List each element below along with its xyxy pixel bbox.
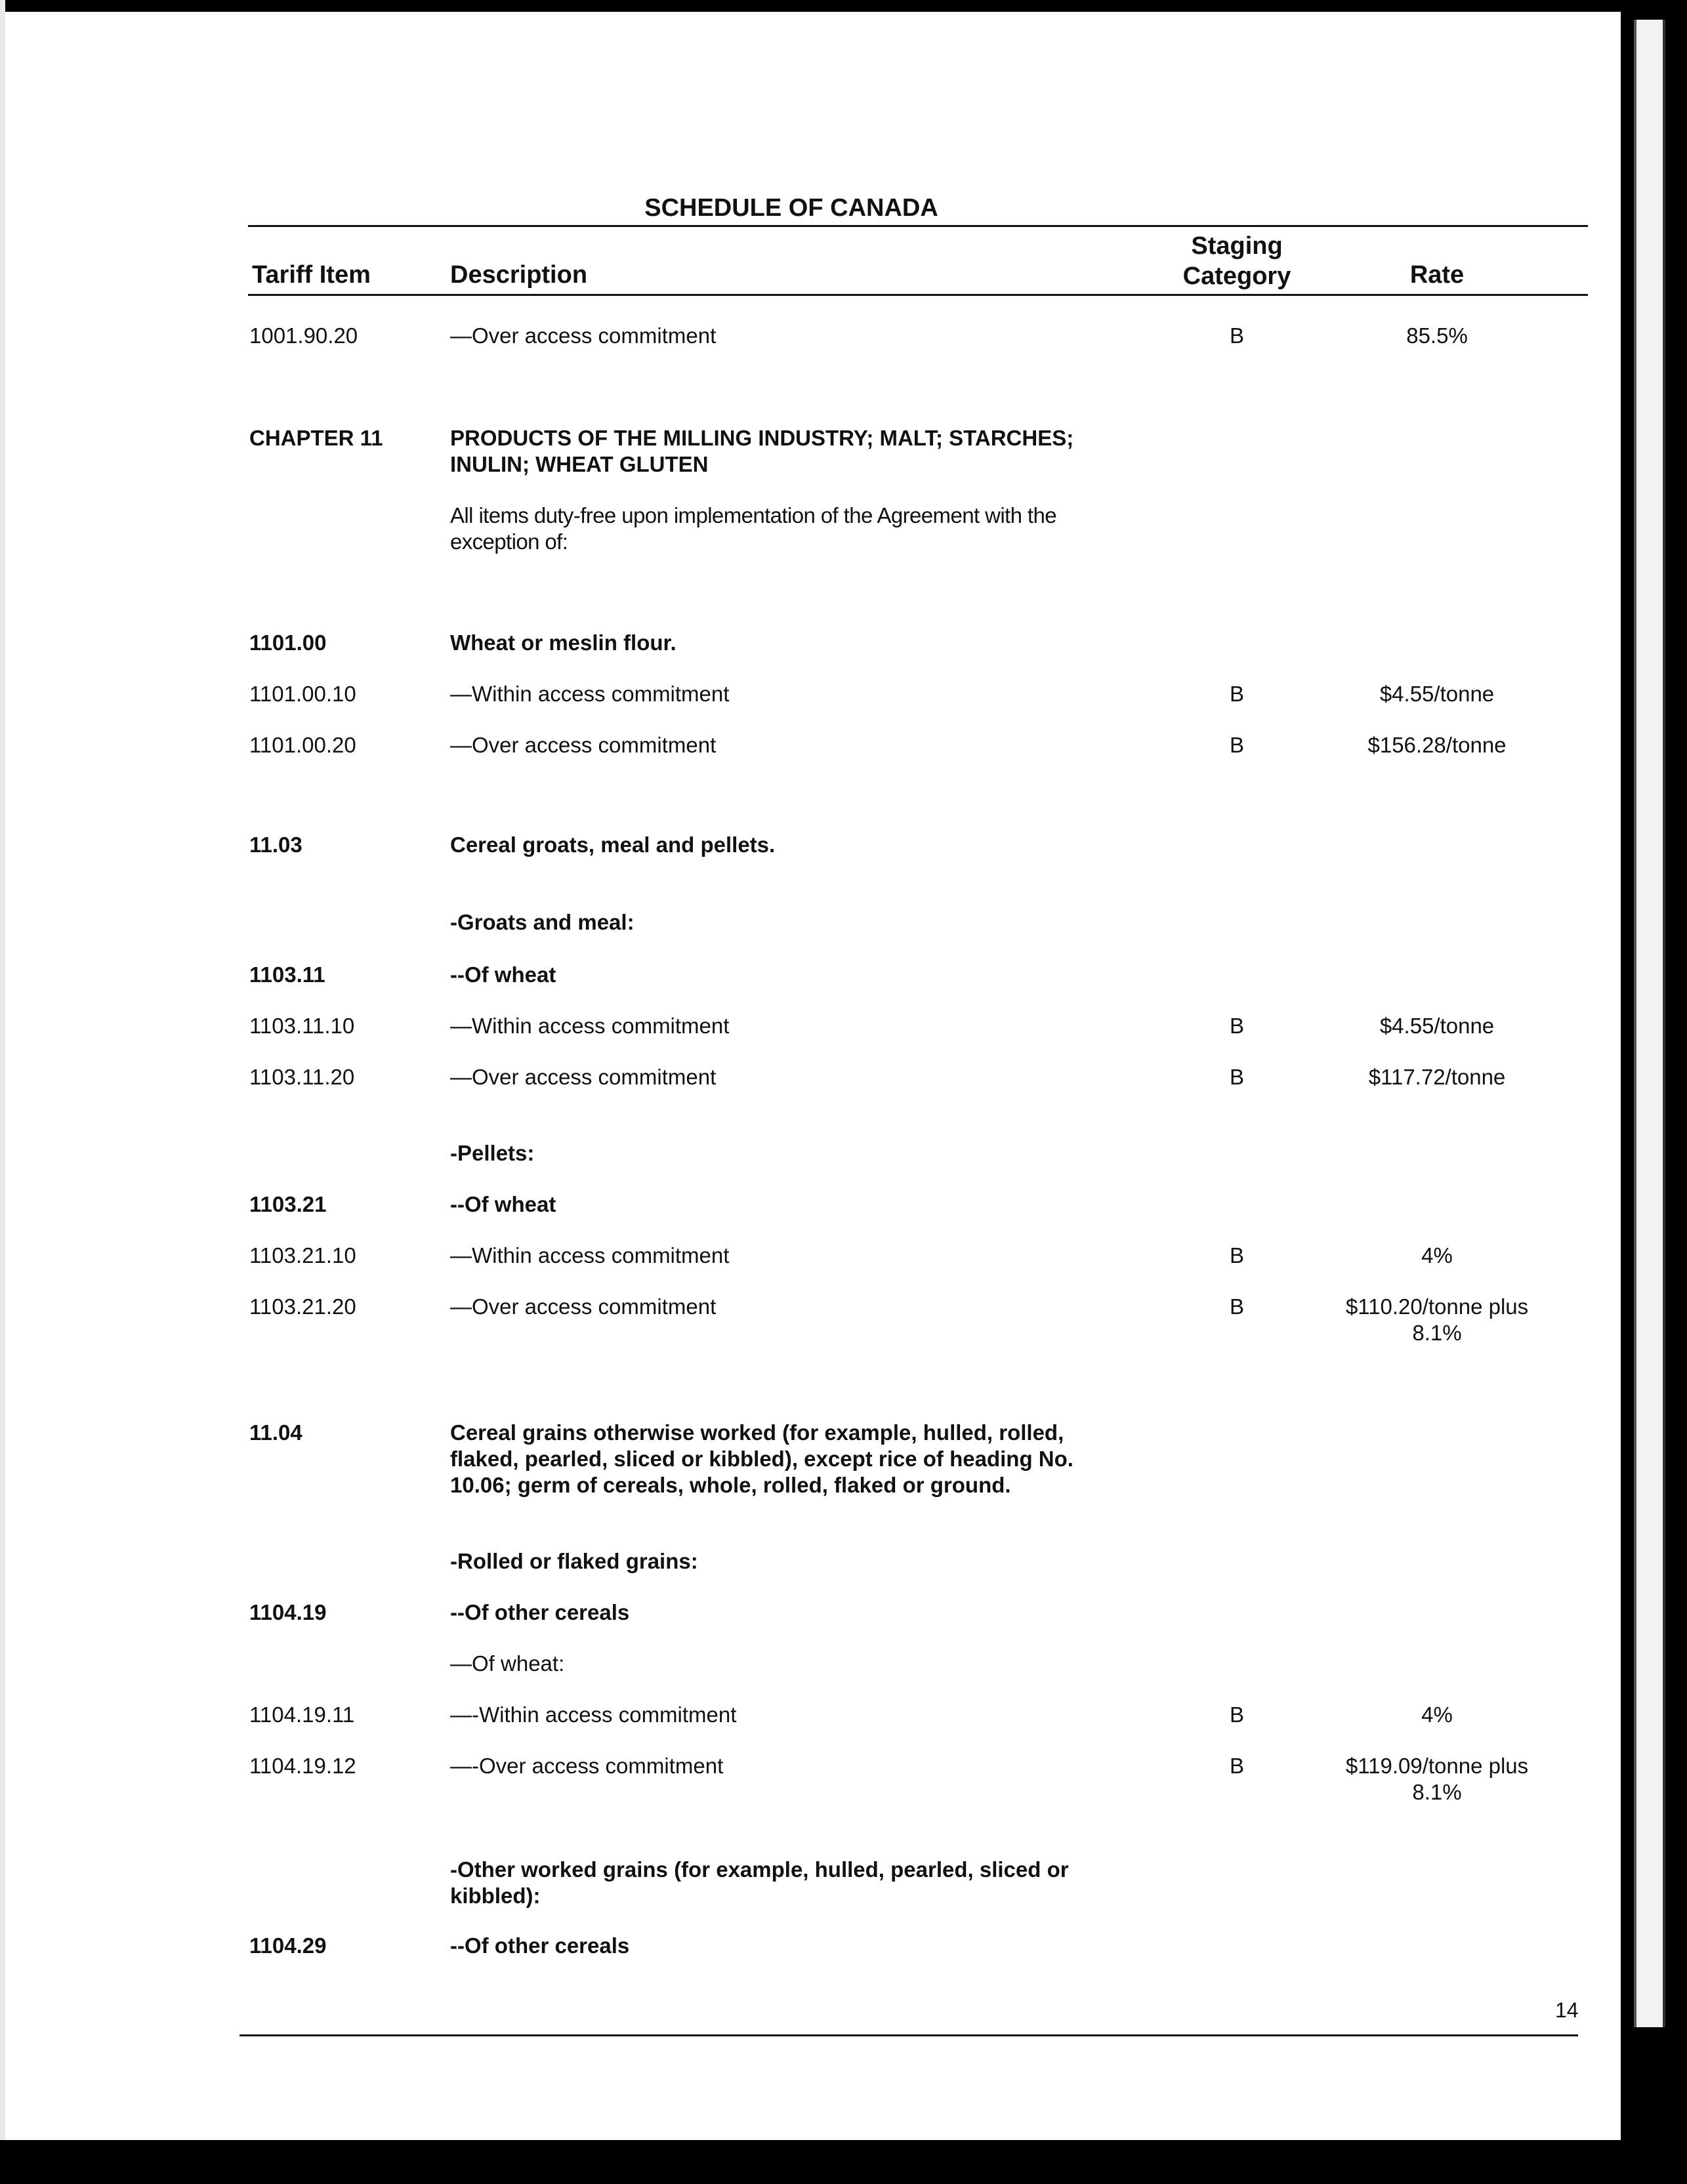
tariff-item: 1103.21.20 (249, 1294, 356, 1319)
tariff-item: 1104.19.12 (249, 1754, 356, 1778)
scan-edge-bottom (0, 2140, 1687, 2184)
tariff-item: 1103.11 (249, 962, 325, 987)
tariff-item: 1101.00 (249, 630, 327, 655)
rate-line1: 4% (1421, 1243, 1453, 1267)
scan-edge-top (0, 0, 1687, 12)
page-number: 14 (1555, 1998, 1579, 2022)
description: Cereal grains otherwise worked (for example, hulled, rolled, flaked, pearled, sliced or kibbled), except rice of heading No. 10.06; germ of cereals, whole, rolled, flaked or ground. (450, 1420, 1073, 1497)
rate-line1: $119.09/tonne plus (1345, 1754, 1529, 1778)
description: -Pellets: (450, 1141, 535, 1165)
tariff-item: 11.04 (249, 1420, 302, 1445)
rate-line1: $4.55/tonne (1379, 682, 1495, 706)
tariff-item: 1103.11.10 (249, 1014, 355, 1038)
description: -Rolled or flaked grains: (450, 1549, 698, 1573)
header-staging-line2: Category (1182, 262, 1291, 290)
description: All items duty-free upon implementation of the Agreement with the exception of: (450, 503, 1057, 554)
description: PRODUCTS OF THE MILLING INDUSTRY; MALT; STARCHES; INULIN; WHEAT GLUTEN (450, 426, 1074, 476)
tariff-item: 1103.21 (249, 1192, 327, 1216)
description: Cereal groats, meal and pellets. (450, 833, 776, 857)
tariff-item: 1101.00.10 (249, 682, 356, 706)
header-rule (248, 294, 1588, 296)
description: --Of other cereals (450, 1933, 630, 1958)
header-staging-line1: Staging (1191, 232, 1283, 260)
tariff-item: 1001.90.20 (249, 323, 358, 348)
tariff-item: 1103.21.10 (249, 1243, 356, 1267)
description: —Within access commitment (450, 1243, 730, 1267)
description: -Groats and meal: (450, 910, 635, 934)
header-description: Description (450, 261, 588, 289)
rate-line2: 8.1% (1412, 1780, 1462, 1804)
tariff-item: 1104.19 (249, 1600, 327, 1624)
rate-line1: $117.72/tonne (1368, 1065, 1506, 1089)
header-tariff-item: Tariff Item (252, 261, 371, 289)
description: -Other worked grains (for example, hulled, pearled, sliced or kibbled): (450, 1857, 1069, 1908)
title-rule (248, 225, 1588, 227)
description: --Of wheat (450, 962, 556, 987)
description: --Of other cereals (450, 1600, 630, 1624)
footer-rule (240, 2034, 1578, 2036)
description: —Over access commitment (450, 733, 717, 757)
rate-line1: $110.20/tonne plus (1345, 1294, 1529, 1319)
description: —Within access commitment (450, 1014, 730, 1038)
description: —Of wheat: (450, 1651, 565, 1676)
rate-line1: $4.55/tonne (1379, 1014, 1495, 1038)
scan-binding-strip (1634, 20, 1665, 2027)
description: —Over access commitment (450, 1065, 717, 1089)
tariff-item: CHAPTER 11 (249, 426, 383, 450)
tariff-item: 1104.19.11 (249, 1702, 355, 1727)
tariff-item: 1104.29 (249, 1933, 327, 1958)
header-rate-text: Rate (1409, 261, 1465, 289)
tariff-item: 1101.00.20 (249, 733, 356, 757)
description: Wheat or meslin flour. (450, 630, 677, 655)
scan-edge-left (0, 0, 5, 2184)
description: —Over access commitment (450, 1294, 717, 1319)
description: —Within access commitment (450, 682, 730, 706)
description: --Of wheat (450, 1192, 556, 1216)
tariff-item: 11.03 (249, 833, 302, 857)
rate-line1: 85.5% (1406, 323, 1468, 348)
rate-line2: 8.1% (1412, 1321, 1462, 1345)
rate-line1: $156.28/tonne (1367, 733, 1507, 757)
description: —-Within access commitment (450, 1702, 737, 1727)
description: —-Over access commitment (450, 1754, 724, 1778)
rate-line1: 4% (1421, 1702, 1453, 1727)
document-title-text: SCHEDULE OF CANADA (644, 194, 938, 222)
description: —Over access commitment (450, 323, 717, 348)
tariff-item: 1103.11.20 (249, 1065, 355, 1089)
